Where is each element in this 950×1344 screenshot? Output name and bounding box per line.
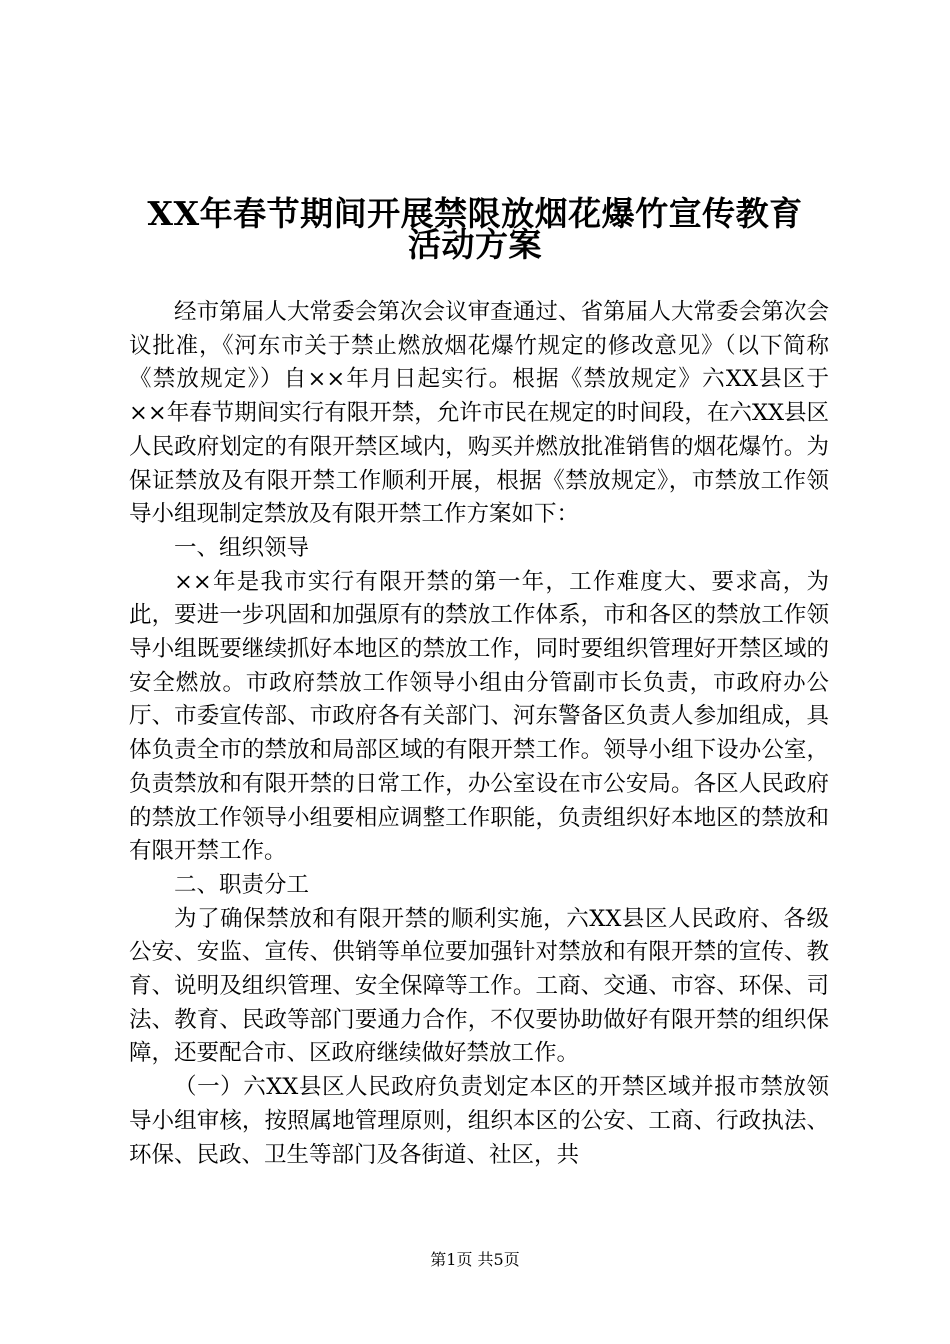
paragraph-organization: ××年是我市实行有限开禁的第一年，工作难度大、要求高，为此，要进一步巩固和加强原有的禁放工作体系，市和各区的禁放工作领导小组既要继续抓好本地区的禁放工作，同时要组织管理好开禁区域的安全燃放。市政府禁放工作领导小组由分管副市长负责，市政府办公厅、市委宣传部、市政府各有关部门、河东警备区负责人参加组成，具体负责全市的禁放和局部区域的有限开禁工作。领导小组下设办公室，负责禁放和有限开禁的日常工作，办公室设在市公安局。各区人民政府的禁放工作领导小组要相应调整工作职能，负责组织好本地区的禁放和有限开禁工作。 xyxy=(129,568,829,865)
page-number-footer: 第1页 共5页 xyxy=(430,1250,520,1269)
document-title-line-1: XX年春节期间开展禁限放烟花爆竹宣传教育 xyxy=(147,194,803,233)
document-title-line-2: 活动方案 xyxy=(408,225,542,264)
paragraph-responsibilities: 为了确保禁放和有限开禁的顺利实施，六XX县区人民政府、各级公安、安监、宣传、供销等单位要加强针对禁放和有限开禁的宣传、教育、说明及组织管理、安全保障等工作。工商、交通、市容、环保、司法、教育、民政等部门要通力合作，不仅要协助做好有限开禁的组织保障，还要配合市、区政府继续做好禁放工作。 xyxy=(129,905,829,1067)
section-heading-organization: 一、组织领导 xyxy=(174,534,310,561)
document-body xyxy=(129,296,829,1172)
paragraph-item-1: （一）六XX县区人民政府负责划定本区的开禁区域并报市禁放领导小组审核，按照属地管理原则，组织本区的公安、工商、行政执法、环保、民政、卫生等部门及各街道、社区，共 xyxy=(129,1074,829,1168)
section-heading-responsibilities: 二、职责分工 xyxy=(174,871,310,898)
paragraph-intro: 经市第届人大常委会第次会议审查通过、省第届人大常委会第次会议批准，《河东市关于禁止燃放烟花爆竹规定的修改意见》（以下简称《禁放规定》）自××年月日起实行。根据《禁放规定》六XX县区于××年春节期间实行有限开禁，允许市民在规定的时间段，在六XX县区人民政府划定的有限开禁区域内，购买并燃放批准销售的烟花爆竹。为保证禁放及有限开禁工作顺利开展，根据《禁放规定》，市禁放工作领导小组现制定禁放及有限开禁工作方案如下： xyxy=(129,299,829,528)
